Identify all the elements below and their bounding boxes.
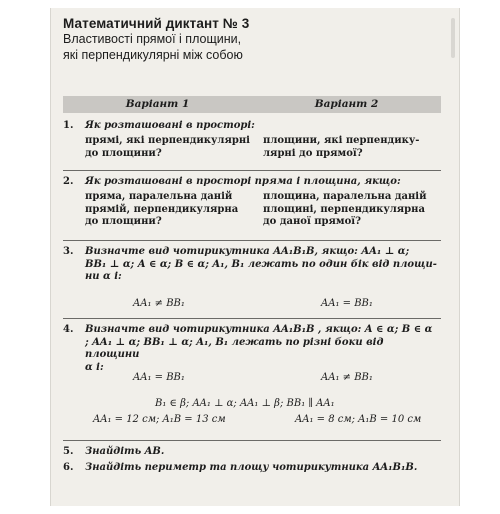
text-line: Визначте вид чотирикутника AA₁B₁B, якщо: AA₁ ⊥ α;	[85, 246, 410, 257]
variant-2-answer	[263, 191, 433, 229]
divider	[63, 318, 441, 319]
variant-1-condition: AA₁ = BB₁	[133, 372, 185, 383]
divider	[63, 440, 441, 441]
task-question: Як розташовані в просторі:	[85, 120, 255, 131]
text-line: прямі, які перпендикулярні	[85, 135, 250, 146]
variant-2-label: Варіант 2	[314, 98, 379, 110]
task-number: 5.	[63, 446, 74, 457]
subtitle-line-1: Властивості прямої і площини,	[63, 32, 242, 46]
task-6	[63, 462, 441, 476]
task-number: 3.	[63, 246, 74, 257]
text-line: площини, які перпендику-	[263, 135, 420, 146]
task-question: Знайдіть AB.	[85, 446, 165, 457]
worksheet-page	[50, 8, 460, 506]
task-2	[63, 176, 441, 240]
given-data	[63, 398, 441, 438]
task-3	[63, 246, 441, 316]
variant-1-label: Варіант 1	[125, 98, 190, 110]
task-number: 6.	[63, 462, 74, 473]
divider	[63, 240, 441, 241]
task-number: 4.	[63, 324, 74, 335]
text-line: ; AA₁ ⊥ α; BB₁ ⊥ α; A₁, B₁ лежать по різні боки від площини	[85, 336, 384, 360]
variant-1-answer	[85, 135, 250, 160]
page-title: Математичний диктант № 3	[63, 16, 250, 31]
task-question	[85, 324, 441, 374]
variant-1-condition: AA₁ ≠ BB₁	[133, 298, 185, 309]
task-question: Знайдіть периметр та площу чотирикутника AA₁B₁B.	[85, 462, 418, 473]
variant-1-given: AA₁ = 12 см; A₁B = 13 см	[93, 414, 226, 425]
variant-2-given: AA₁ = 8 см; A₁B = 10 см	[295, 414, 422, 425]
task-number: 2.	[63, 176, 74, 187]
text-line: площина, паралельна даній	[263, 191, 427, 202]
task-5	[63, 446, 441, 460]
text-line: до площини?	[85, 216, 162, 227]
task-number: 1.	[63, 120, 74, 131]
variant-1-answer	[85, 191, 250, 229]
text-line: Визначте вид чотирикутника AA₁B₁B , якщо: A ∈ α; B ∈ α	[85, 324, 433, 335]
common-given: B₁ ∈ β; AA₁ ⊥ α; AA₁ ⊥ β; BB₁ ∥ AA₁	[155, 398, 335, 409]
task-question	[85, 246, 441, 284]
text-line: ни α і:	[85, 271, 122, 282]
text-line: BB₁ ⊥ α; A ∈ α; B ∈ α; A₁, B₁ лежать по один бік від площи-	[85, 258, 437, 270]
worksheet-header	[51, 8, 459, 63]
text-line: пряма, паралельна даній	[85, 191, 233, 202]
text-line: до даної прямої?	[263, 216, 361, 227]
task-4	[63, 324, 441, 392]
text-line: до площини?	[85, 147, 162, 159]
text-line: лярні до прямої?	[263, 147, 363, 159]
text-line: α і:	[85, 361, 104, 373]
variant-header-bar	[63, 96, 441, 113]
text-line: площині, перпендикулярна	[263, 203, 425, 215]
variant-2-condition: AA₁ ≠ BB₁	[321, 372, 373, 383]
text-line: прямій, перпендикулярна	[85, 203, 239, 215]
divider	[63, 170, 441, 171]
task-question: Як розташовані в просторі пряма і площина, якщо:	[85, 176, 401, 187]
task-1	[63, 120, 441, 170]
subtitle-line-2: які перпендикулярні між собою	[63, 48, 243, 62]
page-edge-tab	[451, 18, 455, 58]
variant-2-condition: AA₁ = BB₁	[321, 298, 373, 309]
variant-2-answer	[263, 135, 433, 160]
